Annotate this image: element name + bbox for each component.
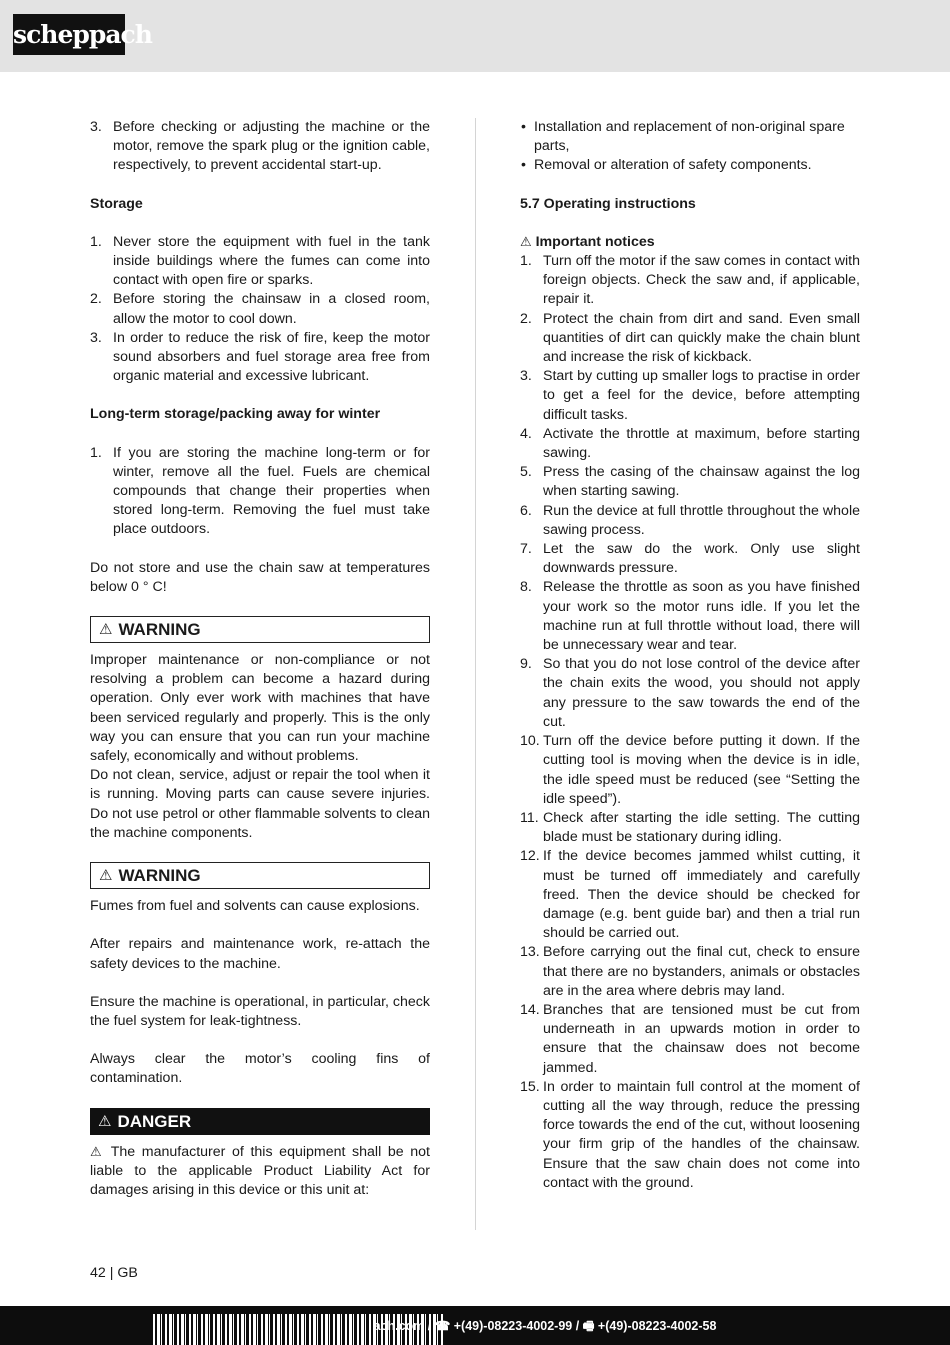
longterm-heading: Long-term storage/packing away for winter — [90, 406, 381, 423]
maintenance-list — [90, 118, 430, 176]
list-item: 10. Turn off the device before putting it down. If the cutting tool is moving when the device is in idle, the idle speed must be reduced (see “Setting the idle speed”). — [520, 733, 860, 807]
footer-contact: ach.com / ☎ +(49)-08223-4002-99 / 🖷 +(49)-08223-4002-58 — [373, 1319, 717, 1333]
warning-triangle-icon: ⚠ — [99, 620, 113, 639]
section-heading: 5.7 Operating instructions — [520, 195, 696, 212]
page-number: 42 | GB — [90, 1265, 138, 1281]
storage-heading: Storage — [90, 195, 143, 212]
warning-text: Improper maintenance or non-compliance or not resolving a problem can become a hazard during operation. Only ever work with machines that have been serviced regularly and properly. This is the only way you can ensure that you can run your machine safely, economically and without problems. — [90, 652, 430, 765]
list-item: 1. Turn off the motor if the saw comes in contact with foreign objects. Check the saw and, if applicable, repair it. — [520, 253, 860, 308]
paragraph: Ensure the machine is operational, in particular, check the fuel system for leak-tightness. — [90, 993, 430, 1029]
list-item: 11. Check after starting the idle setting. The cutting blade must be stationary during idling. — [520, 809, 860, 846]
operating-list — [520, 252, 860, 1193]
list-item: 4. Activate the throttle at maximum, before starting sawing. — [520, 425, 860, 462]
warning-box: ⚠ WARNING — [90, 616, 430, 643]
list-item: 1. Never store the equipment with fuel in the tank inside buildings where the fumes can come into contact with open fire or sparks. — [90, 233, 430, 289]
left-column — [90, 118, 430, 1200]
list-item: • Removal or alteration of safety components. — [521, 157, 812, 174]
list-item: 8. Release the throttle as soon as you have finished your work so the motor runs idle. If you let the machine run at full throttle without load, there will be unnecessary wear and tear. — [520, 579, 860, 654]
list-item: 3. Start by cutting up smaller logs to practise in order to get a feel for the device, before attempting difficult tasks. — [520, 368, 860, 423]
paragraph: After repairs and maintenance work, re-attach the safety devices to the machine. — [90, 936, 430, 972]
footer-bar — [0, 1306, 950, 1345]
warning-triangle-icon: ⚠ — [90, 1144, 105, 1160]
notices-heading: ⚠ Important notices — [520, 233, 655, 250]
list-item: 5. Press the casing of the chainsaw against the log when starting sawing. — [520, 464, 860, 500]
warning-text: Do not clean, service, adjust or repair the tool when it is running. Moving parts can cause severe injuries. Do not use petrol or other flammable solvents to clean the machine components. — [90, 767, 430, 841]
warning-triangle-icon: ⚠ — [98, 1111, 112, 1130]
list-item: 6. Run the device at full throttle throughout the whole sawing process. — [520, 502, 860, 538]
temperature-note: Do not store and use the chain saw at temperatures below 0 ° C! — [90, 559, 430, 595]
header-bar — [0, 0, 950, 72]
list-item: 2. Before storing the chainsaw in a closed room, allow the motor to cool down. — [90, 291, 430, 327]
brand-logo: scheppach — [13, 14, 125, 55]
warning-triangle-icon: ⚠ — [520, 234, 532, 250]
list-item: 15. In order to maintain full control at the moment of cutting all the way through, reduce the pressing force towards the end of the cut, without loosening your firm grip of the handles of the chainsaw. Ensure that the saw chain does not come into contact with the ground. — [520, 1078, 860, 1191]
list-item: • Installation and replacement of non-original spare parts, — [521, 119, 845, 155]
list-item: 13. Before carrying out the final cut, check to ensure that there are no bystanders, animals or obstacles are in the area where debris may land. — [520, 944, 860, 999]
right-column — [520, 118, 860, 1193]
list-item: 12. If the device becomes jammed whilst cutting, it must be turned off immediately and carefully freed. Then the device should be checked for damage (e.g. bent guide bar) and then a trial run should be carried out. — [520, 848, 860, 942]
storage-list — [90, 233, 430, 387]
warning-box: ⚠ WARNING — [90, 862, 430, 889]
warning-triangle-icon: ⚠ — [99, 866, 113, 885]
list-item: 7. Let the saw do the work. Only use slight downwards pressure. — [520, 541, 860, 577]
column-divider — [475, 118, 476, 1230]
danger-box: ⚠ DANGER — [90, 1108, 430, 1135]
warning-text: Fumes from fuel and solvents can cause explosions. — [90, 898, 420, 915]
list-item: 3. Before checking or adjusting the machine or the motor, remove the spark plug or the ignition cable, respectively, to prevent accidental start-up. — [90, 119, 430, 174]
list-item: 1. If you are storing the machine long-term or for winter, remove all the fuel. Fuels are chemical compounds that change their properties when stored long-term. Removing the fuel must take place outdoors. — [90, 444, 430, 538]
list-item: 9. So that you do not lose control of the device after the chain exits the wood, you should not apply any pressure to the saw towards the end of the cut. — [520, 656, 860, 730]
longterm-list — [90, 444, 430, 540]
list-item: 14. Branches that are tensioned must be cut from underneath in an upwards motion in order to ensure that the chainsaw does not become jammed. — [520, 1001, 860, 1076]
paragraph: Always clear the motor’s cooling fins of contamination. — [90, 1051, 430, 1087]
list-item: 3. In order to reduce the risk of fire, keep the motor sound absorbers and fuel storage area free from organic material and excessive lubricant. — [90, 329, 430, 385]
danger-text: ⚠ The manufacturer of this equipment shall be not liable to the applicable Product Liability Act for damages arising in this device or this unit at: — [90, 1143, 430, 1198]
list-item: 2. Protect the chain from dirt and sand. Even small quantities of dirt can quickly make the chain blunt and increase the risk of kickback. — [520, 310, 860, 366]
liability-bullets — [520, 118, 860, 176]
